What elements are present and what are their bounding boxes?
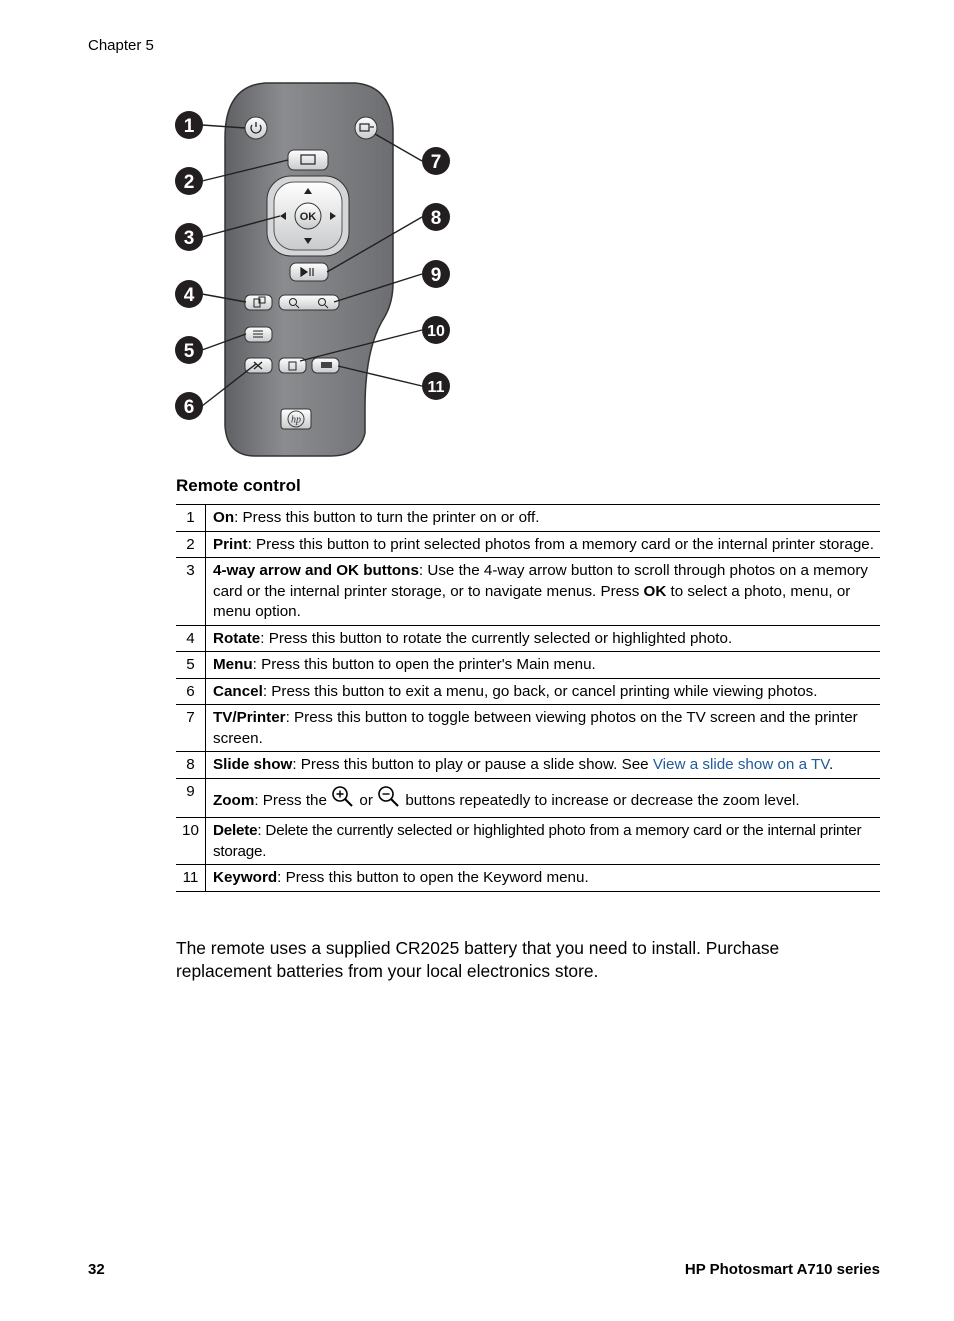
row-text-tail: . <box>829 756 834 773</box>
remote-control-illustration <box>170 78 470 463</box>
row-text: : Press this button to exit a menu, go back, or cancel printing while viewing photos. <box>262 682 818 700</box>
row-number: 4 <box>176 625 206 652</box>
figure-caption: Remote control <box>176 476 301 495</box>
remote-control-figure <box>170 78 470 463</box>
callout-10 <box>422 316 450 344</box>
row-number: 11 <box>176 865 206 892</box>
row-description <box>206 818 881 865</box>
row-text: : Use the 4-way arrow button to scroll through photos on a memory card or the internal printer storage, or to navigate menus. Press <box>213 562 868 600</box>
row-term: Keyword <box>213 869 278 886</box>
svg-text:1: 1 <box>183 116 195 137</box>
row-description <box>206 778 881 818</box>
row-term-ok: OK <box>643 582 667 600</box>
hp-logo-text: hp <box>291 414 301 426</box>
svg-text:9: 9 <box>430 265 442 286</box>
callout-7 <box>422 147 450 175</box>
row-number: 6 <box>176 678 206 705</box>
row-text-mid: or <box>355 791 378 809</box>
callout-2 <box>175 167 203 195</box>
row-text: : Press this button to open the printer's Main menu. <box>252 656 596 673</box>
svg-text:10: 10 <box>427 323 445 340</box>
row-number: 8 <box>176 752 206 779</box>
svg-text:5: 5 <box>183 341 195 362</box>
row-number: 5 <box>176 652 206 679</box>
callout-3 <box>175 223 203 251</box>
callout-5 <box>175 336 203 364</box>
row-number: 10 <box>176 818 206 865</box>
row-description <box>206 652 881 679</box>
row-number: 2 <box>176 531 206 558</box>
row-description <box>206 558 881 626</box>
row-text: : Press this button to open the Keyword menu. <box>277 869 589 886</box>
table-row <box>176 678 880 705</box>
table-row <box>176 625 880 652</box>
svg-text:11: 11 <box>427 379 445 396</box>
svg-text:4: 4 <box>183 285 195 306</box>
power-button-graphic <box>245 117 267 139</box>
callout-8 <box>422 203 450 231</box>
row-term: 4-way arrow and OK buttons <box>213 562 419 579</box>
ok-label: OK <box>299 211 317 223</box>
battery-paragraph: The remote uses a supplied CR2025 battery that you need to install. Purchase replacement batteries from your local electronics store. <box>176 938 780 981</box>
callout-1 <box>175 111 203 139</box>
row-term: Cancel <box>213 682 263 700</box>
table-row <box>176 818 880 865</box>
zoom-button-graphic <box>279 295 339 310</box>
remote-control-table <box>176 504 880 892</box>
row-description <box>206 752 881 779</box>
row-text: : Press this button to print selected photos from a memory card or the internal printer storage. <box>247 535 874 553</box>
row-term: Slide show <box>213 756 293 773</box>
table-row <box>176 752 880 779</box>
slideshow-button-graphic <box>290 263 328 281</box>
row-term: Menu <box>213 656 253 673</box>
row-description <box>206 505 881 532</box>
row-number: 1 <box>176 505 206 532</box>
table-row <box>176 778 880 818</box>
row-description <box>206 678 881 705</box>
row-number: 9 <box>176 778 206 818</box>
row-term: TV/Printer <box>213 709 286 726</box>
zoom-out-icon <box>377 785 401 816</box>
svg-text:8: 8 <box>430 208 442 229</box>
row-text: : Delete the currently selected or highlighted photo from a memory card or the internal printer storage. <box>213 822 862 860</box>
table-row <box>176 652 880 679</box>
row-text-tail: to select a photo, menu, or menu option. <box>213 582 851 620</box>
row-term: Rotate <box>213 629 261 647</box>
row-term: Zoom <box>213 791 255 809</box>
print-button-graphic <box>288 150 328 170</box>
row-number: 3 <box>176 558 206 626</box>
row-text: : Press the <box>254 791 332 809</box>
svg-text:3: 3 <box>183 228 195 249</box>
table-row <box>176 505 880 532</box>
row-text-tail: buttons repeatedly to increase or decrease the zoom level. <box>401 791 800 809</box>
callout-11 <box>422 372 450 400</box>
callout-4 <box>175 280 203 308</box>
table-row <box>176 558 880 626</box>
row-description <box>206 531 881 558</box>
svg-text:6: 6 <box>183 397 195 418</box>
row-text: : Press this button to rotate the currently selected or highlighted photo. <box>260 629 733 647</box>
row-text: : Press this button to play or pause a slide show. See <box>292 756 653 773</box>
chapter-header: Chapter 5 <box>88 37 154 54</box>
slideshow-tv-link[interactable]: View a slide show on a TV <box>652 756 830 773</box>
row-text: : Press this button to turn the printer on or off. <box>234 509 540 526</box>
row-term: On <box>213 509 235 526</box>
row-description <box>206 865 881 892</box>
row-description <box>206 625 881 652</box>
row-term: Delete <box>213 822 258 839</box>
product-name: HP Photosmart A710 series <box>684 1261 880 1278</box>
page-number: 32 <box>88 1261 105 1278</box>
row-term: Print <box>213 535 248 553</box>
callout-9 <box>422 260 450 288</box>
svg-text:2: 2 <box>183 172 195 193</box>
tv-printer-button-graphic <box>355 117 377 139</box>
zoom-in-icon <box>331 785 355 816</box>
table-row <box>176 705 880 752</box>
svg-text:7: 7 <box>430 152 442 173</box>
table-row <box>176 531 880 558</box>
row-number: 7 <box>176 705 206 752</box>
table-row <box>176 865 880 892</box>
row-description <box>206 705 881 752</box>
row-text: : Press this button to toggle between viewing photos on the TV screen and the printer screen. <box>213 709 858 747</box>
callout-6 <box>175 392 203 420</box>
